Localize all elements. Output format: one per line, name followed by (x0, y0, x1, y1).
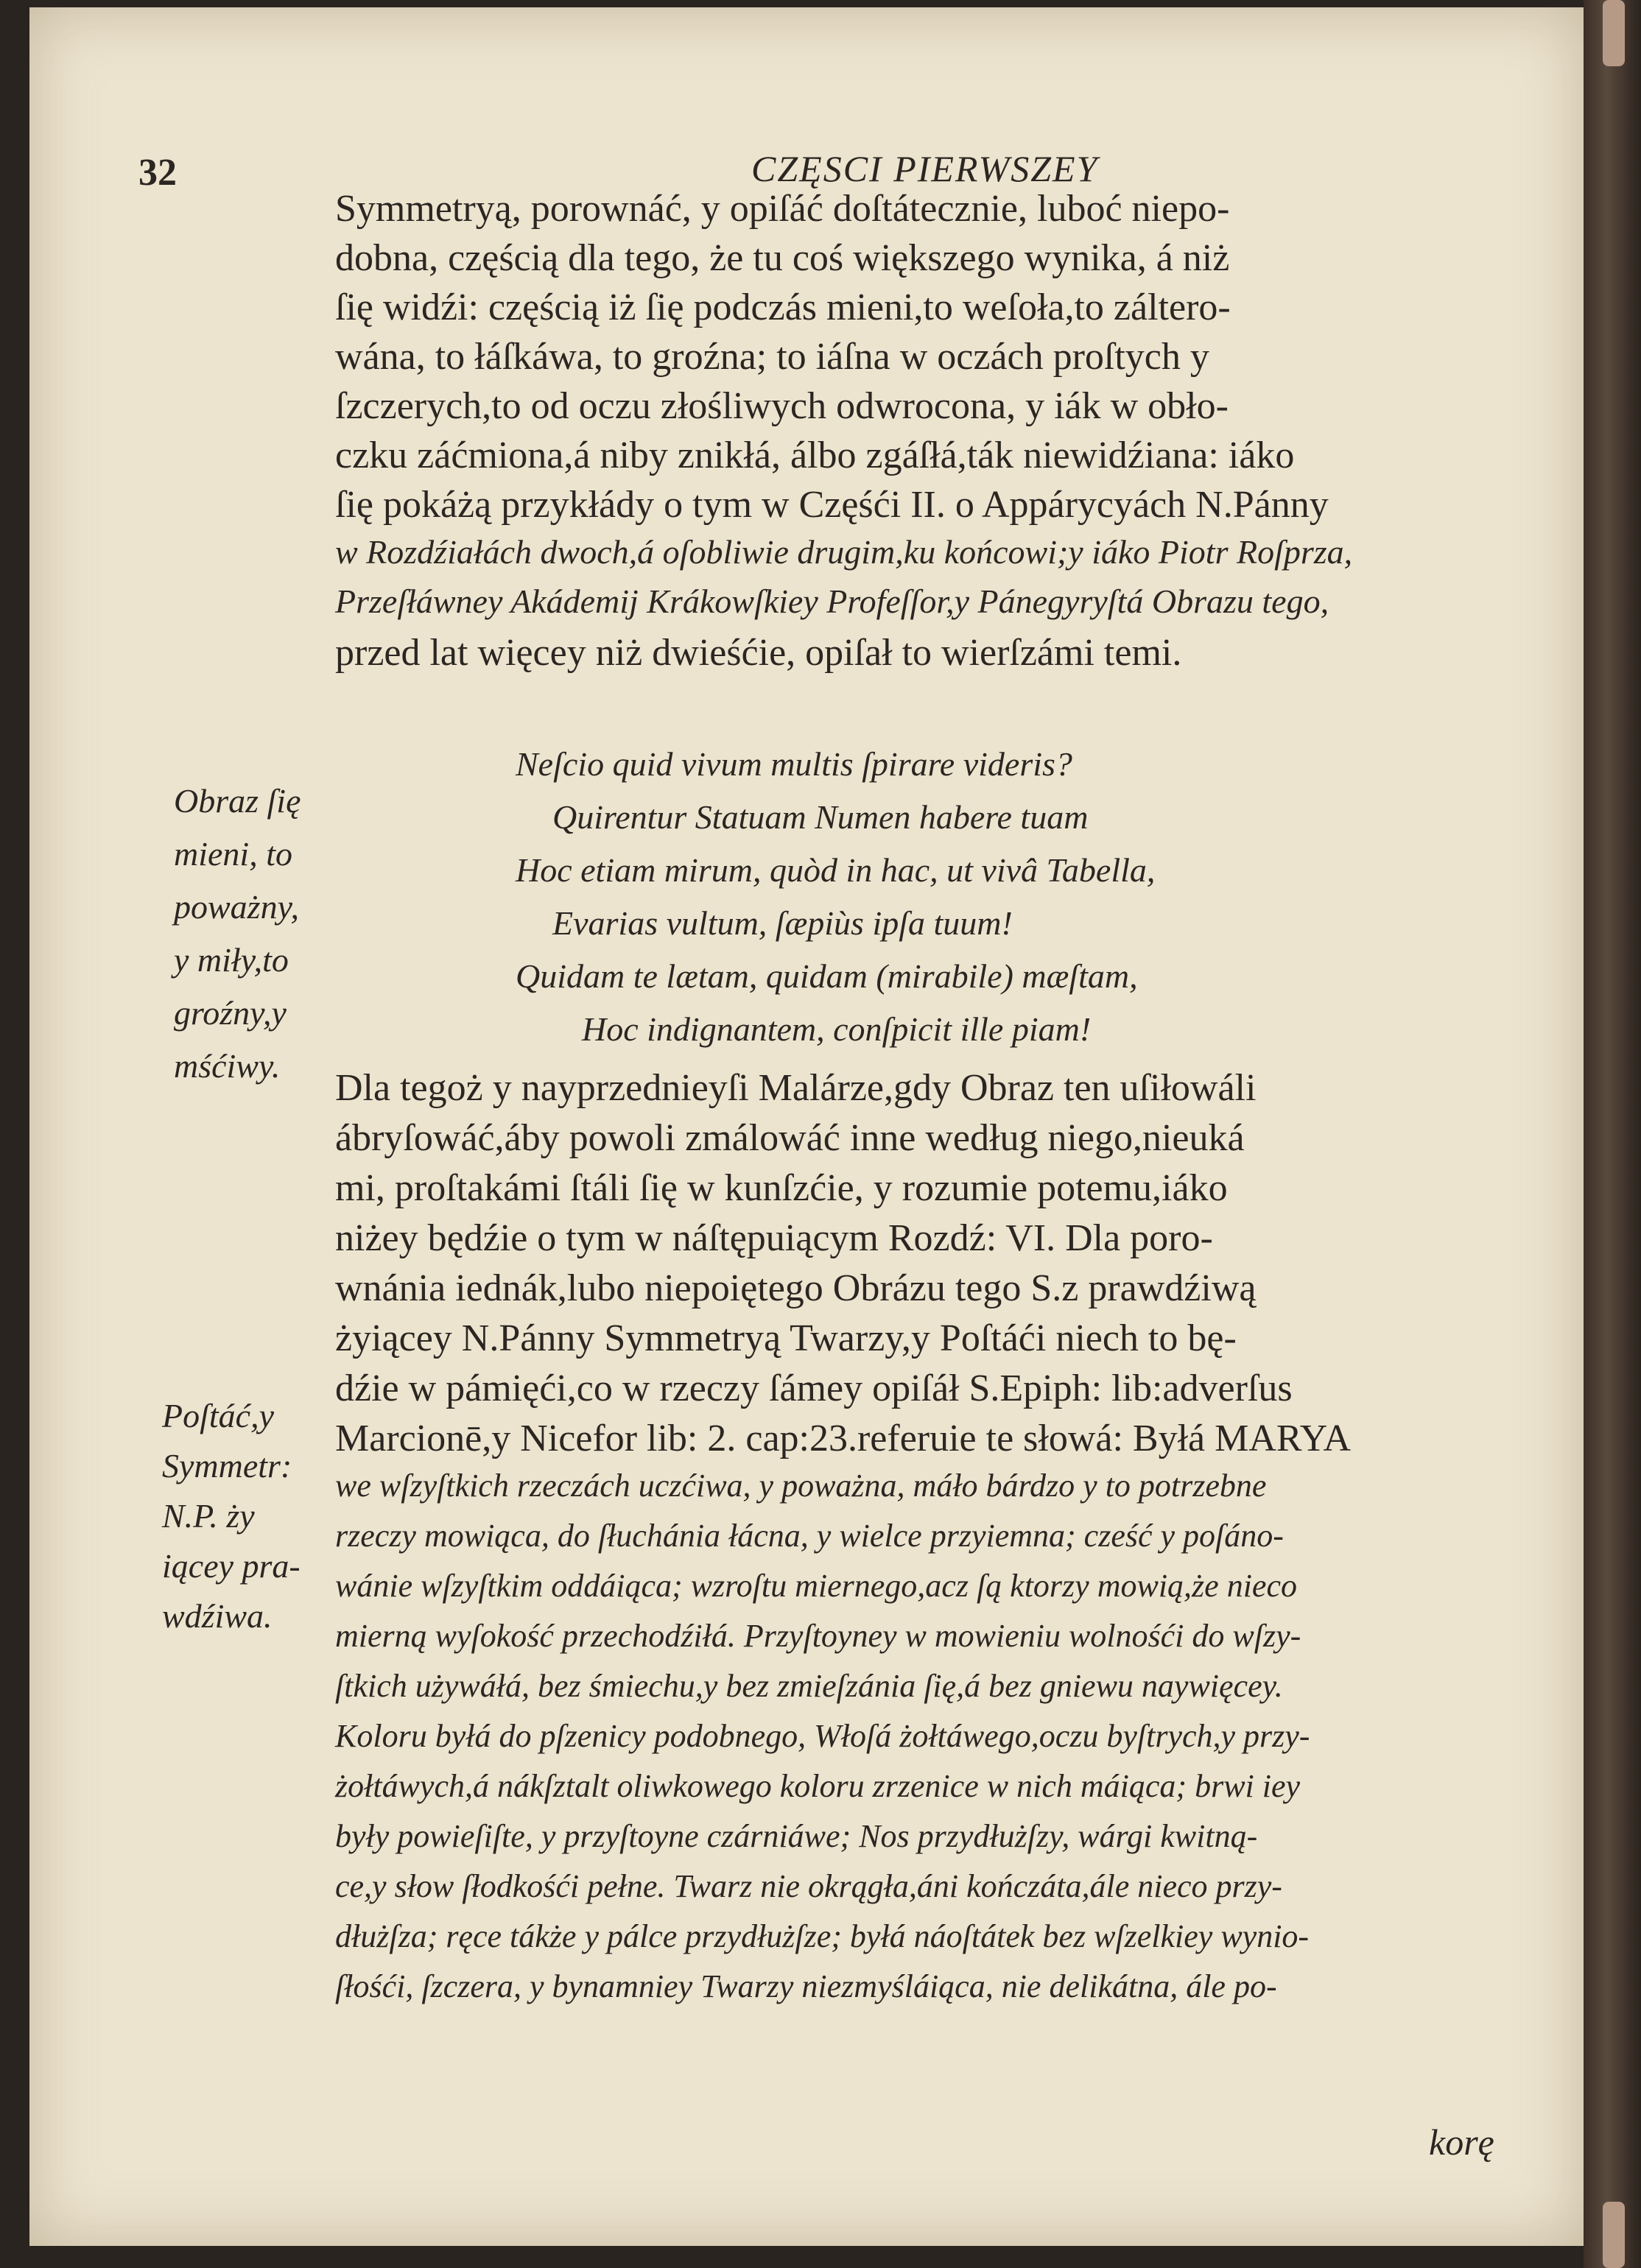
text-line: żołtáwych,á nákſztalt oliwkowego koloru zrzenice w nich máiąca; brwi iey (335, 1768, 1301, 1804)
text-line: Dla tegoż y nayprzednieyſi Malárze,gdy Obraz ten uſiłowáli (335, 1067, 1257, 1109)
text-line: Koloru byłá do pſzenicy podobnego, Włoſá żołtáwego,oczu byſtrych,y przy- (335, 1718, 1310, 1754)
running-head: CZĘSCI PIERWSZEY (751, 148, 1099, 189)
text-line: rzeczy mowiąca, do ſłuchánia łácna, y wielce przyiemna; cześć y poſáno- (335, 1518, 1284, 1554)
margin-note-line: Symmetr: (162, 1447, 292, 1485)
text-line: ſłośći, ſzczera, y bynamniey Twarzy niezmyśláiąca, nie delikátna, ále po- (335, 1968, 1277, 2004)
text-line: w Rozdźiałách dwoch,á oſobliwie drugim,ku końcowi;y iáko Piotr Roſprza, (335, 533, 1353, 571)
text-line: wánie wſzyſtkim oddáiąca; wzroſtu miernego,acz ſą ktorzy mowią,że nieco (335, 1568, 1297, 1604)
verse-line: Hoc indignantem, conſpicit ille piam! (582, 1010, 1092, 1048)
text-line: dłużſza; ręce tákże y pálce przydłużſze; byłá náoſtátek bez wſzelkiey wynio- (335, 1918, 1310, 1954)
margin-note-line: wdźiwa. (162, 1597, 273, 1635)
text-line: Przeſłáwney Akádemij Krákowſkiey Profeſſor,y Pánegyryſtá Obrazu tego, (335, 582, 1329, 620)
text-line: żyiącey N.Pánny Symmetryą Twarzy,y Poſtáći niech to bę- (335, 1317, 1237, 1359)
text-line: ábryſowáć,áby powoli zmálowáć inne według niego,nieuká (335, 1117, 1245, 1159)
text-line: mierną wyſokość przechodźiłá. Przyſtoyney w mowieniu wolnośći do wſzy- (335, 1618, 1301, 1654)
margin-note-line: groźny,y (174, 994, 287, 1032)
text-line: Symmetryą, porownáć, y opiſáć doſtátecznie, luboć niepo- (335, 188, 1230, 230)
margin-note-line: Obraz ſię (174, 782, 301, 820)
verse-line: Quirentur Statuam Numen habere tuam (552, 798, 1089, 836)
margin-note-line: N.P. ży (162, 1497, 255, 1535)
margin-note-line: y miły,to (174, 941, 289, 979)
text-line: Marcionē,y Nicefor lib: 2. cap:23.referuie te słowá: Byłá MARYA (335, 1418, 1352, 1459)
text-line: były powieſiſte, y przyſtoyne czárniáwe; Nos przydłużſzy, wárgi kwitną- (335, 1818, 1258, 1854)
text-line: we wſzyſtkich rzeczách uczćiwa, y poważna, máło bárdzo y to potrzebne (335, 1468, 1267, 1504)
verse-line: Neſcio quid vivum multis ſpirare videris? (516, 745, 1072, 783)
margin-note-line: mieni, to (174, 835, 292, 873)
book-spine (1584, 0, 1641, 2268)
text-line: ce,y słow ſłodkośći pełne. Twarz nie okrągła,áni kończáta,ále nieco przy- (335, 1868, 1282, 1904)
text-line: wána, to łáſkáwa, to groźna; to iáſna w oczách proſtych y (335, 336, 1209, 378)
text-line: dźie w pámięći,co w rzeczy ſámey opiſáł S.Epiph: lib:adverſus (335, 1367, 1293, 1409)
margin-note-line: mśćiwy. (174, 1047, 281, 1085)
text-line: ſtkich używáłá, bez śmiechu,y bez zmieſzánia ſię,á bez gniewu naywięcey. (335, 1668, 1283, 1704)
text-line: ſię widźi: częścią iż ſię podczás mieni,to weſoła,to záltero- (335, 286, 1231, 328)
verse-line: Quidam te lætam, quidam (mirabile) mæſtam, (516, 957, 1138, 995)
margin-note-line: Poſtáć,y (162, 1397, 274, 1434)
text-line: mi, proſtakámi ſtáli ſię w kunſzćie, y rozumie potemu,iáko (335, 1167, 1228, 1209)
margin-note-line: iącey pra- (162, 1547, 301, 1585)
verse-line: Hoc etiam mirum, quòd in hac, ut vivâ Tabella, (516, 851, 1156, 889)
bookmark-tab (1603, 2202, 1625, 2268)
bookmark-tab (1603, 0, 1625, 66)
margin-note-line: poważny, (174, 888, 299, 926)
page-number: 32 (138, 152, 177, 194)
text-line: dobna, częścią dla tego, że tu coś większego wynika, á niż (335, 237, 1230, 279)
book-page (29, 7, 1584, 2246)
text-line: ſzczerych,to od oczu złośliwych odwrocona, y iák w obło- (335, 385, 1229, 427)
text-line: niżey będźie o tym w náſtępuiącym Rozdź: VI. Dla poro- (335, 1217, 1213, 1259)
text-line: wnánia iednák,lubo niepoiętego Obrázu tego S.z prawdźiwą (335, 1267, 1257, 1309)
text-line: przed lat więcey niż dwieśćie, opiſał to wierſzámi temi. (335, 632, 1182, 674)
text-line: czku záćmiona,á niby znikłá, álbo zgáſłá,ták niewidźiana: iáko (335, 434, 1295, 476)
text-line: ſię pokáżą przykłády o tym w Częśći II. o Appárycyách N.Pánny (335, 484, 1329, 526)
catchword: korę (1429, 2121, 1494, 2163)
verse-line: Evarias vultum, ſæpiùs ipſa tuum! (552, 904, 1013, 942)
